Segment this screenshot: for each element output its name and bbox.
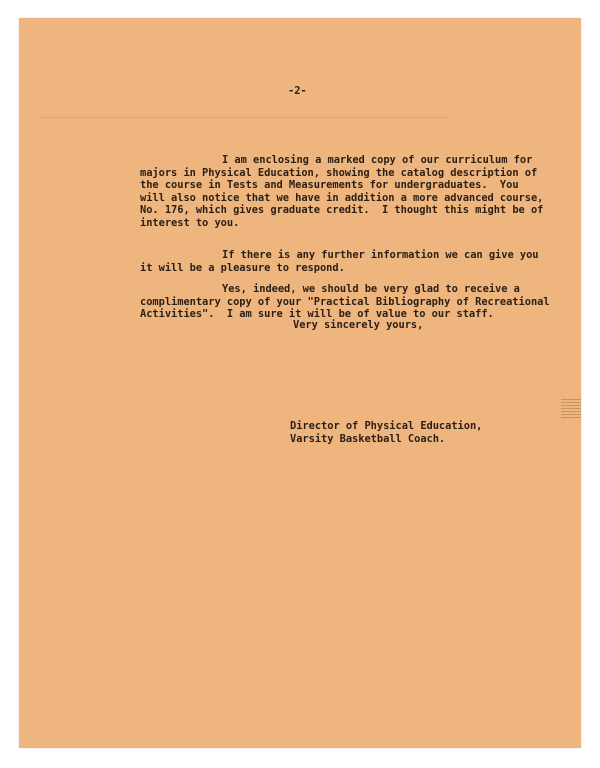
text-line: Activities". I am sure it will be of value to our staff. xyxy=(140,308,494,320)
complimentary-close: Very sincerely yours, xyxy=(293,319,424,331)
text-line: it will be a pleasure to respond. xyxy=(140,261,345,274)
signature-block xyxy=(290,395,482,470)
text-line: I am enclosing a marked copy of our curriculum for xyxy=(222,154,533,166)
page-number: -2- xyxy=(288,85,307,97)
text-line: complimentary copy of your "Practical Bibliography of Recreational xyxy=(140,295,550,308)
signature-line: Varsity Basketball Coach. xyxy=(290,432,446,445)
margin-mark xyxy=(561,398,581,418)
text-line: the course in Tests and Measurements for undergraduates. You xyxy=(140,179,519,191)
text-line: interest to you. xyxy=(140,216,240,229)
letter-page xyxy=(19,18,581,748)
text-line: majors in Physical Education, showing the catalog description of xyxy=(140,166,538,179)
text-line: will also notice that we have in addition a more advanced course, xyxy=(140,191,544,204)
bleed-through-mark: ━━━━━━━━━━━━━━━━━━━━━━━━━━━━━━━━━━━━━━━━━━━━━━━━━━━━━━━━━━━━━━━━━━━━ xyxy=(39,113,449,124)
signature-line: Director of Physical Education, xyxy=(290,420,483,432)
paragraph-bibliography xyxy=(140,258,550,346)
text-line: No. 176, which gives graduate credit. I thought this might be of xyxy=(140,204,544,216)
text-line: If there is any further information we can give you xyxy=(222,249,539,261)
text-line: Yes, indeed, we should be very glad to receive a xyxy=(222,283,520,295)
